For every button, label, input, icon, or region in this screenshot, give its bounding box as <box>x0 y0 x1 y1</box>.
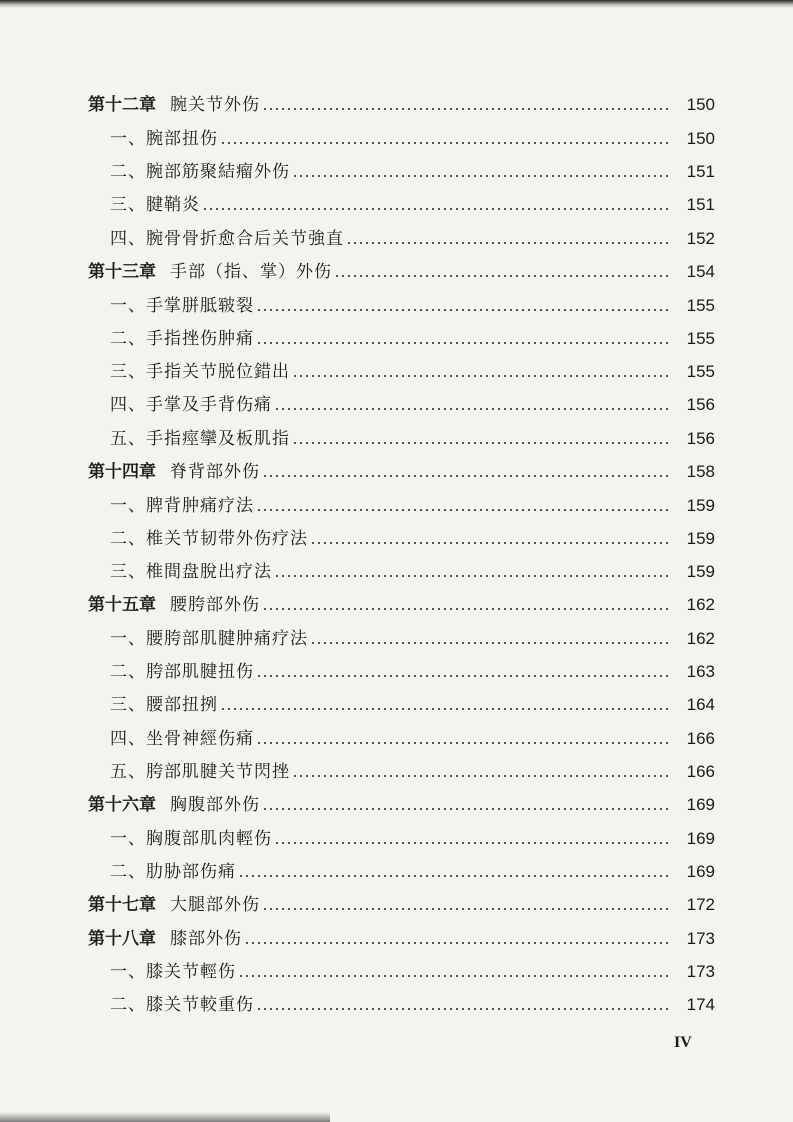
toc-page-number: 162 <box>686 595 715 614</box>
toc-section-entry <box>0 990 793 1020</box>
section-title: 二、肋胁部伤痛 <box>110 862 236 882</box>
toc-page-number: 162 <box>686 629 715 648</box>
toc-page-number: 156 <box>686 395 715 414</box>
toc-section-entry <box>0 724 793 754</box>
page-bottom-edge <box>0 1112 330 1122</box>
toc-entry-label <box>110 727 254 751</box>
toc-chapter-entry <box>0 90 793 120</box>
toc-section-entry <box>0 291 793 321</box>
toc-entry-label <box>110 560 272 584</box>
toc-chapter-entry <box>0 257 793 287</box>
toc-page-number: 166 <box>686 762 715 781</box>
section-title: 三、手指关节脱位錯出 <box>110 362 290 382</box>
toc-section-entry <box>0 690 793 720</box>
toc-entry-label <box>110 227 344 251</box>
toc-section-entry <box>0 957 793 987</box>
toc-entry-label <box>88 893 260 917</box>
dot-leader <box>244 942 669 944</box>
page-top-edge <box>0 0 793 8</box>
dot-leader <box>256 342 669 344</box>
toc-entry-label <box>110 360 290 384</box>
dot-leader <box>292 442 669 444</box>
toc-page-number: 154 <box>686 262 715 281</box>
dot-leader <box>292 775 669 777</box>
section-title: 二、腕部筋聚結瘤外伤 <box>110 162 290 182</box>
section-title: 四、坐骨神經伤痛 <box>110 729 254 749</box>
toc-page-number: 150 <box>686 129 715 148</box>
toc-page-number: 155 <box>686 329 715 348</box>
toc-entry-label <box>88 793 260 817</box>
toc-chapter-entry <box>0 457 793 487</box>
toc-page-number: 155 <box>686 362 715 381</box>
dot-leader <box>274 408 669 410</box>
dot-leader <box>238 975 669 977</box>
toc-section-entry <box>0 390 793 420</box>
chapter-title: 胸腹部外伤 <box>170 795 260 815</box>
chapter-title: 膝部外伤 <box>170 929 242 949</box>
toc-chapter-entry <box>0 790 793 820</box>
toc-entry-label <box>110 160 290 184</box>
dot-leader <box>292 175 669 177</box>
chapter-number: 第十七章 <box>88 895 156 915</box>
toc-page-number: 159 <box>686 496 715 515</box>
chapter-number: 第十八章 <box>88 929 156 949</box>
dot-leader <box>238 875 669 877</box>
dot-leader <box>274 575 669 577</box>
toc-chapter-entry <box>0 890 793 920</box>
dot-leader <box>262 908 669 910</box>
dot-leader <box>220 142 669 144</box>
dot-leader <box>202 208 669 210</box>
toc-entry-label <box>110 494 254 518</box>
toc-entry-label <box>110 827 272 851</box>
section-title: 三、腰部扭挒 <box>110 695 218 715</box>
section-title: 一、手掌胼胝皲裂 <box>110 296 254 316</box>
dot-leader <box>346 242 669 244</box>
toc-page-number: 151 <box>686 162 715 181</box>
section-title: 一、腕部扭伤 <box>110 129 218 149</box>
toc-entry-label <box>88 927 242 951</box>
section-title: 三、腱鞘炎 <box>110 195 200 215</box>
dot-leader <box>256 509 669 511</box>
dot-leader <box>220 708 669 710</box>
toc-page-number: 173 <box>686 962 715 981</box>
dot-leader <box>262 608 669 610</box>
dot-leader <box>262 808 669 810</box>
chapter-title: 手部（指、掌）外伤 <box>170 262 332 282</box>
toc-page-number: 173 <box>686 929 715 948</box>
toc-page-number: 151 <box>686 195 715 214</box>
toc-entry-label <box>110 427 290 451</box>
toc-page-number: 164 <box>686 695 715 714</box>
toc-entry-label <box>110 193 200 217</box>
toc-page-number: 166 <box>686 729 715 748</box>
toc-entry-label <box>110 660 254 684</box>
section-title: 二、椎关节韧带外伤疗法 <box>110 529 308 549</box>
toc-entry-label <box>110 960 236 984</box>
toc-section-entry <box>0 157 793 187</box>
chapter-number: 第十四章 <box>88 462 156 482</box>
chapter-title: 腰胯部外伤 <box>170 595 260 615</box>
toc-chapter-entry <box>0 924 793 954</box>
chapter-title: 脊背部外伤 <box>170 462 260 482</box>
toc-entry-label <box>110 760 290 784</box>
chapter-title: 腕关节外伤 <box>170 95 260 115</box>
toc-page-number: 158 <box>686 462 715 481</box>
toc-page-number: 174 <box>686 995 715 1014</box>
toc-entry-label <box>110 860 236 884</box>
toc-section-entry <box>0 357 793 387</box>
toc-entry-label <box>110 393 272 417</box>
chapter-title: 大腿部外伤 <box>170 895 260 915</box>
toc-section-entry <box>0 190 793 220</box>
page-number: IV <box>674 1034 692 1051</box>
toc-page-number: 159 <box>686 562 715 581</box>
toc-entry-label <box>110 527 308 551</box>
toc-entry-label <box>110 294 254 318</box>
toc-entry-label <box>110 327 254 351</box>
toc-entry-label <box>88 93 260 117</box>
toc-page-number: 150 <box>686 95 715 114</box>
section-title: 一、腰胯部肌腱肿痛疗法 <box>110 629 308 649</box>
toc-page-number: 152 <box>686 229 715 248</box>
section-title: 四、腕骨骨折愈合后关节強直 <box>110 229 344 249</box>
toc-section-entry <box>0 857 793 887</box>
toc-entry-label <box>110 693 218 717</box>
section-title: 二、膝关节較重伤 <box>110 995 254 1015</box>
dot-leader <box>262 108 669 110</box>
section-title: 四、手掌及手背伤痛 <box>110 395 272 415</box>
toc-section-entry <box>0 824 793 854</box>
dot-leader <box>310 542 669 544</box>
toc-section-entry <box>0 657 793 687</box>
chapter-number: 第十三章 <box>88 262 156 282</box>
toc-entry-label <box>110 627 308 651</box>
dot-leader <box>256 1008 669 1010</box>
dot-leader <box>262 475 669 477</box>
toc-entry-label <box>88 460 260 484</box>
dot-leader <box>292 375 669 377</box>
toc-page-number: 172 <box>686 895 715 914</box>
chapter-number: 第十二章 <box>88 95 156 115</box>
dot-leader <box>274 842 669 844</box>
dot-leader <box>256 309 669 311</box>
toc-section-entry <box>0 557 793 587</box>
chapter-number: 第十五章 <box>88 595 156 615</box>
toc-entry-label <box>88 593 260 617</box>
toc-page-number: 155 <box>686 296 715 315</box>
toc-entry-label <box>110 127 218 151</box>
toc-entry-label <box>110 993 254 1017</box>
toc-section-entry <box>0 224 793 254</box>
section-title: 二、手指挫伤肿痛 <box>110 329 254 349</box>
toc-page-number: 159 <box>686 529 715 548</box>
toc-section-entry <box>0 324 793 354</box>
dot-leader <box>334 275 669 277</box>
toc-page-number: 169 <box>686 795 715 814</box>
section-title: 二、胯部肌腱扭伤 <box>110 662 254 682</box>
toc-entry-label <box>88 260 332 284</box>
toc-section-entry <box>0 757 793 787</box>
toc-section-entry <box>0 524 793 554</box>
section-title: 一、膝关节輕伤 <box>110 962 236 982</box>
toc-section-entry <box>0 491 793 521</box>
dot-leader <box>256 742 669 744</box>
toc-chapter-entry <box>0 590 793 620</box>
toc-page-number: 163 <box>686 662 715 681</box>
section-title: 一、脾背肿痛疗法 <box>110 496 254 516</box>
toc-page-number: 156 <box>686 429 715 448</box>
dot-leader <box>310 642 669 644</box>
toc-page-number: 169 <box>686 862 715 881</box>
toc-section-entry <box>0 624 793 654</box>
section-title: 五、手指痙攣及板肌指 <box>110 429 290 449</box>
section-title: 三、椎間盘脫出疗法 <box>110 562 272 582</box>
toc-section-entry <box>0 124 793 154</box>
chapter-number: 第十六章 <box>88 795 156 815</box>
toc-section-entry <box>0 424 793 454</box>
toc-page-number: 169 <box>686 829 715 848</box>
section-title: 一、胸腹部肌肉輕伤 <box>110 829 272 849</box>
section-title: 五、胯部肌腱关节閃挫 <box>110 762 290 782</box>
dot-leader <box>256 675 669 677</box>
